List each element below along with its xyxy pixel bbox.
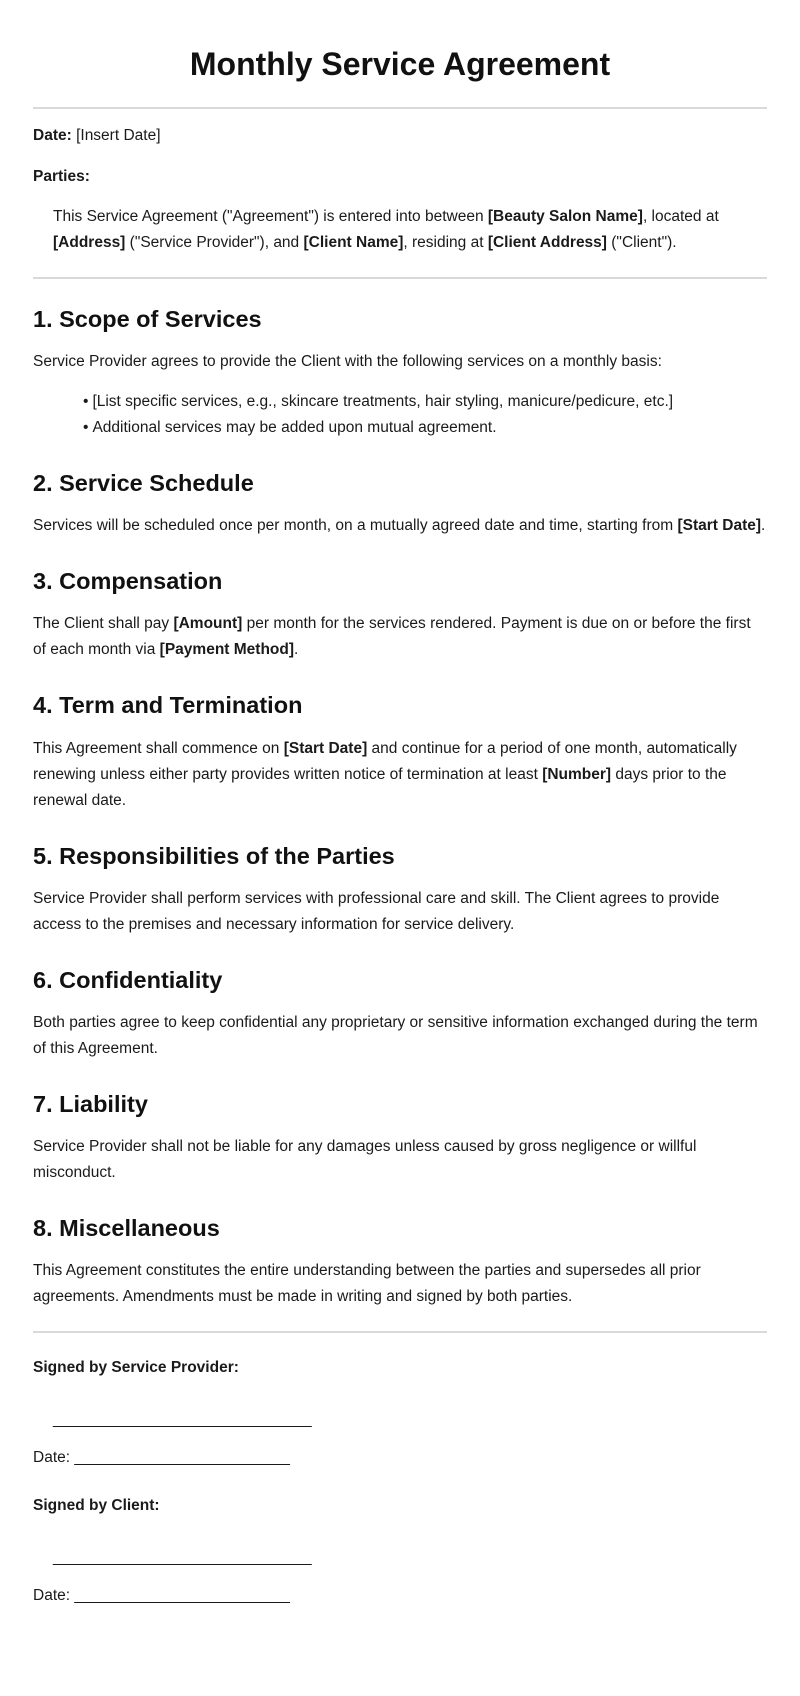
list-item: • Additional services may be added upon mutual agreement. xyxy=(83,415,767,441)
section-text: Service Provider agrees to provide the Client with the following services on a monthly basis: xyxy=(33,352,662,370)
start-date-placeholder: [Start Date] xyxy=(283,739,368,757)
signature-block xyxy=(33,1355,767,1609)
parties-text-5: ("Client"). xyxy=(606,233,677,251)
section-heading: 8. Miscellaneous xyxy=(33,1215,220,1242)
section-term xyxy=(33,691,767,813)
address-placeholder: [Address] xyxy=(53,233,126,251)
parties-text-3: ("Service Provider"), and xyxy=(125,233,304,251)
section-heading: 4. Term and Termination xyxy=(33,692,303,719)
text-run: days prior to the renewal date. xyxy=(33,765,727,809)
number-placeholder: [Number] xyxy=(542,765,612,783)
section-responsibilities xyxy=(33,842,767,938)
text-run: . xyxy=(294,641,299,659)
section-text: Both parties agree to keep confidential any proprietary or sensitive information exchanged during the term of this Agreement. xyxy=(33,1013,758,1057)
section-text: Service Provider shall not be liable for any damages unless caused by gross negligence or willful misconduct. xyxy=(33,1138,697,1182)
section-text: This Agreement constitutes the entire understanding between the parties and supersedes all prior agreements. Amendments must be made in writing and signed by both parties. xyxy=(33,1262,701,1306)
text-run: . xyxy=(761,517,766,535)
provider-signature-line: ______________________________ xyxy=(53,1411,312,1429)
section-heading: 6. Confidentiality xyxy=(33,966,223,993)
list-item: • [List specific services, e.g., skincare treatments, hair styling, manicure/pedicure, etc.] xyxy=(83,389,767,415)
start-date-placeholder: [Start Date] xyxy=(677,517,762,535)
text-run: This Agreement shall commence on xyxy=(33,739,284,757)
section-heading: 3. Compensation xyxy=(33,568,223,595)
section-liability xyxy=(33,1090,767,1186)
section-schedule xyxy=(33,469,767,539)
section-text: Service Provider shall perform services with professional care and skill. The Client agrees to provide access to the premises and necessary information for service delivery. xyxy=(33,889,720,933)
client-signature-line: ______________________________ xyxy=(53,1549,312,1567)
salon-name-placeholder: [Beauty Salon Name] xyxy=(487,207,643,225)
text-run: and continue for a period of one month, automatically renewing unless either party provides written notice of termination at least xyxy=(33,739,737,783)
client-signature-heading: Signed by Client: xyxy=(33,1497,160,1515)
section-text xyxy=(33,736,767,814)
parties-label-text: Parties: xyxy=(33,167,90,185)
date-value: [Insert Date] xyxy=(76,126,161,144)
divider xyxy=(33,107,767,109)
client-address-placeholder: [Client Address] xyxy=(487,233,607,251)
section-heading: 7. Liability xyxy=(33,1090,148,1117)
client-date-line: Date: _________________________ xyxy=(33,1587,290,1605)
text-run: per month for the services rendered. Payment is due on or before the first of each month via xyxy=(33,615,751,659)
agreement-document xyxy=(33,0,767,1609)
provider-signature-heading: Signed by Service Provider: xyxy=(33,1359,239,1377)
section-text xyxy=(33,513,767,539)
text-run: Services will be scheduled once per month, on a mutually agreed date and time, starting from xyxy=(33,517,678,535)
amount-placeholder: [Amount] xyxy=(173,615,243,633)
divider xyxy=(33,277,767,279)
section-heading: 5. Responsibilities of the Parties xyxy=(33,842,395,869)
payment-method-placeholder: [Payment Method] xyxy=(159,641,295,659)
section-heading: 1. Scope of Services xyxy=(33,305,262,332)
section-confidentiality xyxy=(33,966,767,1062)
section-scope xyxy=(33,305,767,441)
client-name-placeholder: [Client Name] xyxy=(303,233,404,251)
document-title: Monthly Service Agreement xyxy=(189,46,611,82)
parties-text-2: , located at xyxy=(642,207,719,225)
provider-date-line: Date: _________________________ xyxy=(33,1449,290,1467)
section-miscellaneous xyxy=(33,1214,767,1310)
date-label: Date: xyxy=(33,126,72,144)
date-line xyxy=(33,123,767,149)
section-compensation xyxy=(33,567,767,663)
divider xyxy=(33,1331,767,1333)
parties-text-4: , residing at xyxy=(403,233,488,251)
services-list xyxy=(33,389,767,441)
parties-label xyxy=(33,164,767,190)
parties-text-1: This Service Agreement ("Agreement") is entered into between xyxy=(53,207,488,225)
text-run: The Client shall pay xyxy=(33,615,174,633)
parties-paragraph xyxy=(33,204,767,256)
section-text xyxy=(33,611,767,663)
section-heading: 2. Service Schedule xyxy=(33,469,254,496)
